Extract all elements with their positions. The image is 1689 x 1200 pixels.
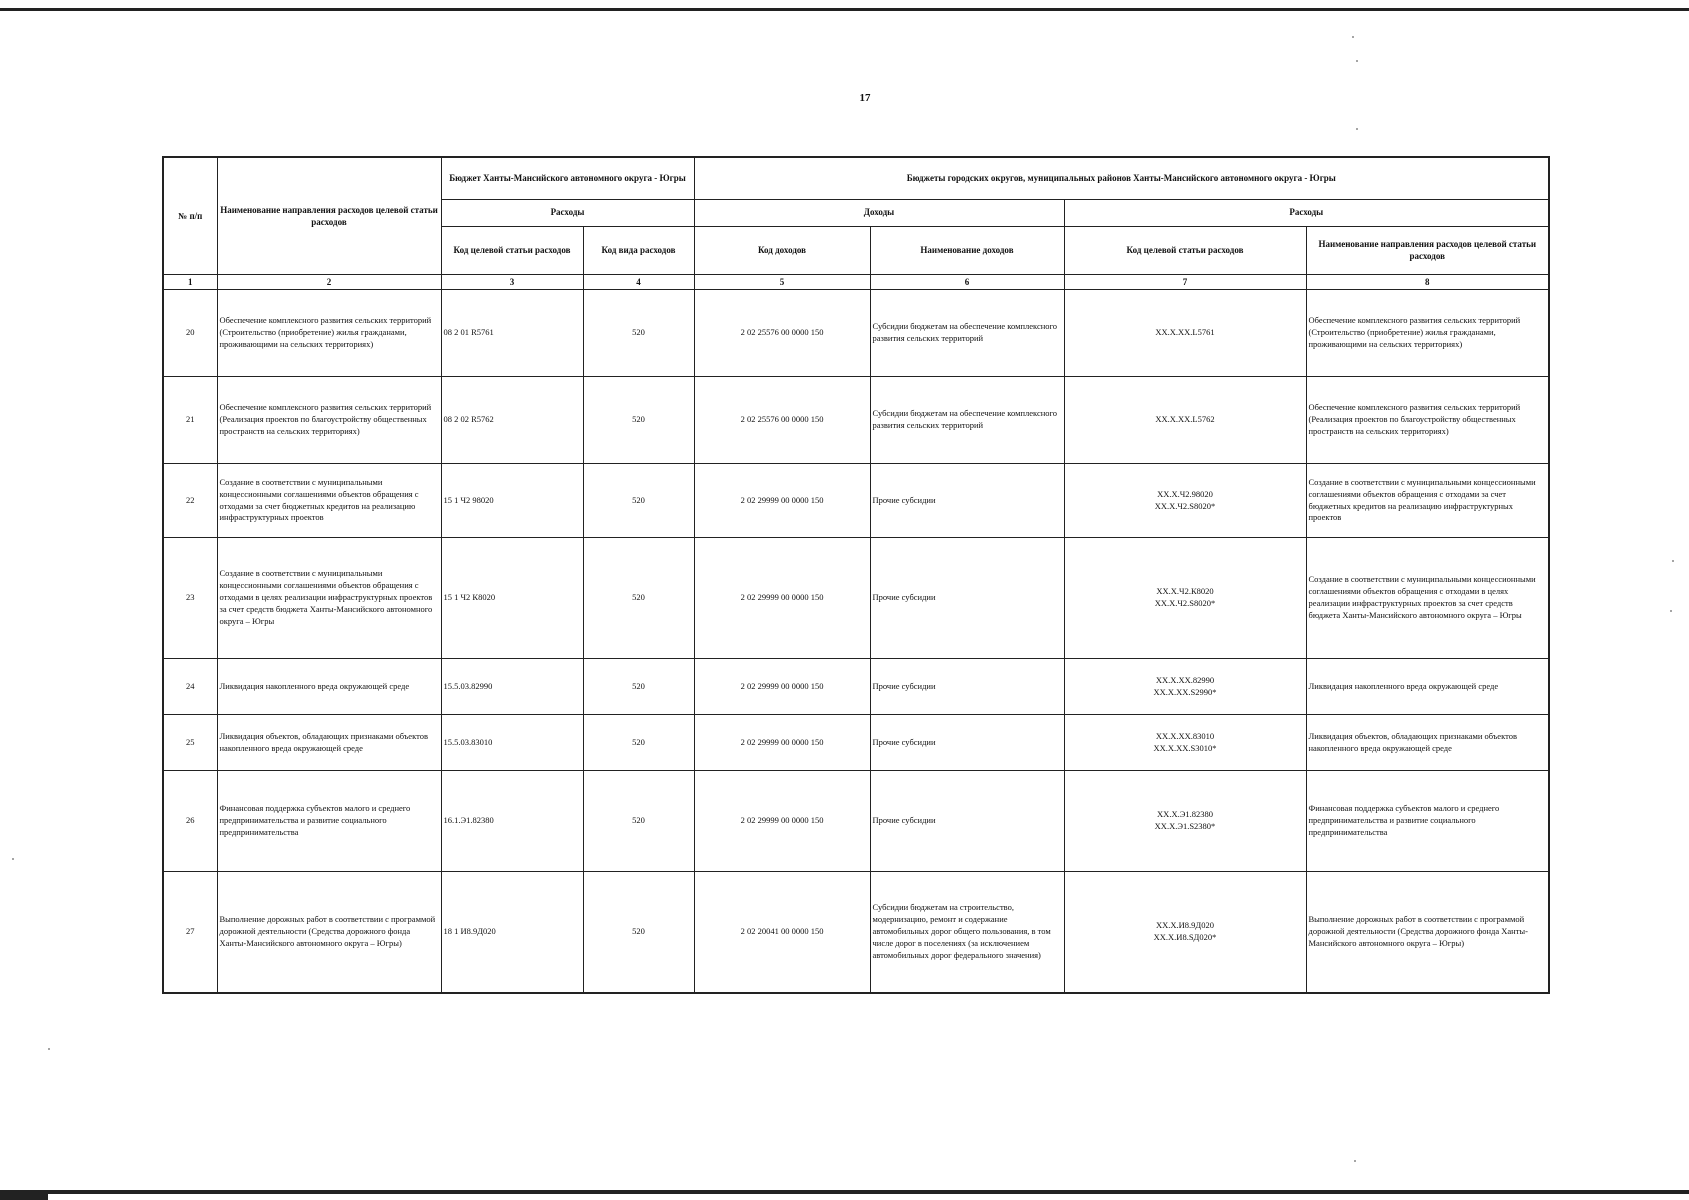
table-row [163,659,1549,715]
target-code-line: XX.X.XX.L5761 [1155,327,1215,338]
row-name: Ликвидация объектов, обладающих признаками объектов накопленного вреда окружающей среде [217,715,441,771]
row-expense-type: 520 [583,715,694,771]
table-row [163,771,1549,872]
header-expenses-municipal: Расходы [1064,199,1549,226]
row-expense-type: 520 [583,464,694,538]
budget-table [162,156,1550,994]
row-name: Ликвидация накопленного вреда окружающей среде [217,659,441,715]
row-target-code-municipal [1064,872,1306,993]
row-name-municipal: Создание в соответствии с муниципальными концессионными соглашениями объектов обращения с отходами за счет бюджетных кредитов на реализацию инфраструктурных проектов [1306,464,1549,538]
table-row [163,377,1549,464]
column-number: 7 [1064,274,1306,290]
target-code-line: XX.X.XX.S3010* [1153,742,1217,753]
row-income-name: Субсидии бюджетам на обеспечение комплексного развития сельских территорий [870,290,1064,377]
page-number: 17 [859,92,871,104]
row-target-code: 18 1 И8.9Д020 [441,872,583,993]
row-income-code: 2 02 29999 00 0000 150 [694,659,870,715]
scan-corner [0,1190,48,1200]
header-income: Доходы [694,199,1064,226]
table-row [163,715,1549,771]
table-row [163,872,1549,993]
row-name: Создание в соответствии с муниципальными концессионными соглашениями объектов обращения с отходами за счет бюджетных кредитов на реализацию инфраструктурных проектов [217,464,441,538]
target-code-line: XX.X.Э1.82380 [1157,809,1213,820]
scan-speck [12,858,14,860]
header-expenses: Расходы [441,199,694,226]
target-code-line: XX.X.XX.S2990* [1153,686,1217,697]
row-target-code-municipal [1064,771,1306,872]
column-number: 8 [1306,274,1549,290]
row-income-name: Субсидии бюджетам на обеспечение комплексного развития сельских территорий [870,377,1064,464]
row-target-code: 15 1 Ч2 К8020 [441,538,583,659]
row-income-code: 2 02 29999 00 0000 150 [694,771,870,872]
row-name-municipal: Ликвидация объектов, обладающих признаками объектов накопленного вреда окружающей среде [1306,715,1549,771]
row-name: Выполнение дорожных работ в соответствии с программой дорожной деятельности (Средства дорожного фонда Ханты-Мансийского автономного округа – Югры) [217,872,441,993]
table-row [163,290,1549,377]
header-direction-name-municipal: Наименование направления расходов целевой статьи расходов [1306,226,1549,274]
column-number: 1 [163,274,217,290]
row-target-code: 08 2 01 R5761 [441,290,583,377]
target-code-line: XX.X.Ч2.S8020* [1154,598,1216,609]
row-income-name: Прочие субсидии [870,464,1064,538]
row-num: 24 [163,659,217,715]
row-expense-type: 520 [583,290,694,377]
target-code-line: XX.X.Ч2.S8020* [1154,500,1216,511]
row-target-code: 15.5.03.82990 [441,659,583,715]
row-income-name: Прочие субсидии [870,538,1064,659]
scan-edge-bottom [0,1190,1689,1194]
row-income-code: 2 02 25576 00 0000 150 [694,290,870,377]
scan-speck [1356,60,1358,62]
column-number: 5 [694,274,870,290]
target-code-line: XX.X.XX.83010 [1155,730,1215,741]
target-code-line: XX.X.Ч2.98020 [1157,488,1213,499]
column-number: 2 [217,274,441,290]
row-name: Финансовая поддержка субъектов малого и среднего предпринимательства и развитие социального предпринимательства [217,771,441,872]
row-income-code: 2 02 25576 00 0000 150 [694,377,870,464]
row-name: Обеспечение комплексного развития сельских территорий (Строительство (приобретение) жилья гражданами, проживающими на сельских территориях) [217,290,441,377]
row-target-code-municipal [1064,464,1306,538]
row-expense-type: 520 [583,872,694,993]
row-name-municipal: Финансовая поддержка субъектов малого и среднего предпринимательства и развитие социального предпринимательства [1306,771,1549,872]
row-income-name: Прочие субсидии [870,659,1064,715]
row-target-code-municipal [1064,715,1306,771]
scan-speck [48,1048,50,1050]
row-num: 21 [163,377,217,464]
row-name: Обеспечение комплексного развития сельских территорий (Реализация проектов по благоустройству общественных пространств на сельских территориях) [217,377,441,464]
header-num: № п/п [163,157,217,274]
row-income-code: 2 02 29999 00 0000 150 [694,464,870,538]
row-income-name: Прочие субсидии [870,715,1064,771]
row-expense-type: 520 [583,659,694,715]
target-code-line: XX.X.XX.L5762 [1155,414,1215,425]
row-num: 20 [163,290,217,377]
row-expense-type: 520 [583,377,694,464]
row-target-code: 16.1.Э1.82380 [441,771,583,872]
header-target-code-municipal: Код целевой статьи расходов [1064,226,1306,274]
scan-speck [1670,610,1672,612]
column-number: 4 [583,274,694,290]
row-target-code-municipal [1064,377,1306,464]
target-code-line: XX.X.Э1.S2380* [1154,821,1216,832]
scan-speck [1354,1160,1356,1162]
row-name-municipal: Выполнение дорожных работ в соответствии с программой дорожной деятельности (Средства дорожного фонда Ханты-Мансийского автономного округа – Югры) [1306,872,1549,993]
scan-edge-top [0,8,1689,11]
row-name-municipal: Ликвидация накопленного вреда окружающей среде [1306,659,1549,715]
row-expense-type: 520 [583,771,694,872]
target-code-line: XX.X.И8.SД020* [1153,931,1217,942]
row-income-code: 2 02 29999 00 0000 150 [694,715,870,771]
scan-speck [1356,128,1358,130]
row-name-municipal: Обеспечение комплексного развития сельских территорий (Строительство (приобретение) жилья гражданами, проживающими на сельских территориях) [1306,290,1549,377]
row-num: 22 [163,464,217,538]
row-num: 26 [163,771,217,872]
table-row [163,464,1549,538]
header-expense-type-code: Код вида расходов [583,226,694,274]
row-target-code-municipal [1064,538,1306,659]
row-income-code: 2 02 29999 00 0000 150 [694,538,870,659]
row-target-code: 15 1 Ч2 98020 [441,464,583,538]
scan-speck [1352,36,1354,38]
header-district-budget: Бюджет Ханты-Мансийского автономного округа - Югры [441,157,694,199]
header-target-code: Код целевой статьи расходов [441,226,583,274]
target-code-line: XX.X.И8.9Д020 [1156,919,1214,930]
row-income-name: Прочие субсидии [870,771,1064,872]
row-name-municipal: Обеспечение комплексного развития сельских территорий (Реализация проектов по благоустройству общественных пространств на сельских территориях) [1306,377,1549,464]
scan-speck [1672,560,1674,562]
row-target-code-municipal [1064,290,1306,377]
header-income-code: Код доходов [694,226,870,274]
column-number: 6 [870,274,1064,290]
row-name: Создание в соответствии с муниципальными концессионными соглашениями объектов обращения с отходами в целях реализации инфраструктурных проектов за счет средств бюджета Ханты-Мансийского автономного округа – Югры [217,538,441,659]
row-num: 23 [163,538,217,659]
row-target-code: 08 2 02 R5762 [441,377,583,464]
header-direction-name: Наименование направления расходов целевой статьи расходов [217,157,441,274]
target-code-line: XX.X.Ч2.К8020 [1156,586,1214,597]
row-expense-type: 520 [583,538,694,659]
row-income-name: Субсидии бюджетам на строительство, модернизацию, ремонт и содержание автомобильных дорог общего пользования, в том числе дорог в поселениях (за исключением автомобильных дорог федерального значения) [870,872,1064,993]
header-municipal-budgets: Бюджеты городских округов, муниципальных районов Ханты-Мансийского автономного округа - Югры [694,157,1549,199]
table-row [163,538,1549,659]
row-num: 27 [163,872,217,993]
row-num: 25 [163,715,217,771]
header-income-name: Наименование доходов [870,226,1064,274]
row-income-code: 2 02 20041 00 0000 150 [694,872,870,993]
column-number-row [163,274,1549,290]
column-number: 3 [441,274,583,290]
target-code-line: XX.X.XX.82990 [1155,674,1215,685]
row-name-municipal: Создание в соответствии с муниципальными концессионными соглашениями объектов обращения с отходами в целях реализации инфраструктурных проектов за счет средств бюджета Ханты-Мансийского автономного округа – Югры [1306,538,1549,659]
row-target-code: 15.5.03.83010 [441,715,583,771]
row-target-code-municipal [1064,659,1306,715]
